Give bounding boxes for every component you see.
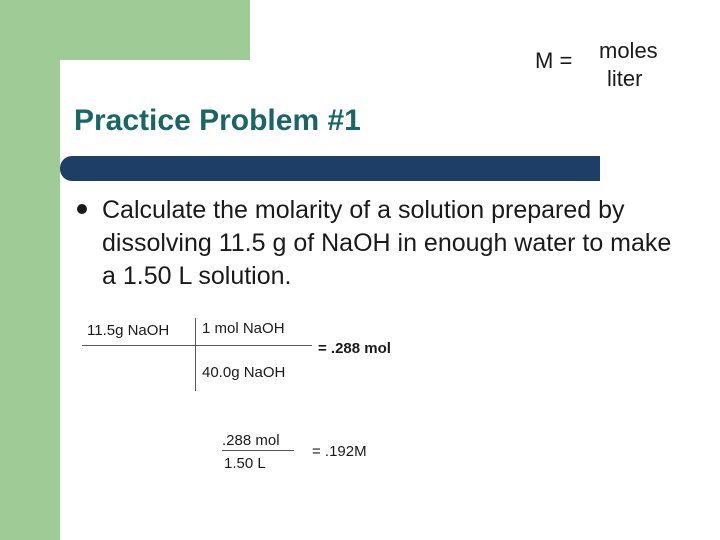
conversion-numerator: 1 mol NaOH bbox=[202, 320, 285, 337]
formula-lhs: M = bbox=[535, 48, 573, 73]
title-underline-bar bbox=[60, 156, 600, 181]
problem-statement: Calculate the molarity of a solution prepared by dissolving 11.5 g of NaOH in enough water to make a 1.50 L solution. bbox=[102, 196, 672, 290]
moles-result: = .288 mol bbox=[318, 340, 391, 357]
molarity-numerator: .288 mol bbox=[222, 432, 280, 449]
grid-divider bbox=[195, 318, 196, 391]
molarity-result: = .192M bbox=[312, 443, 367, 460]
conversion-denominator: 40.0g NaOH bbox=[202, 364, 286, 381]
green-sidebar bbox=[0, 0, 60, 540]
given-quantity: 11.5g NaOH bbox=[87, 322, 170, 339]
green-top-block bbox=[0, 0, 250, 60]
formula-denominator: liter bbox=[607, 66, 643, 91]
page-title: Practice Problem #1 bbox=[74, 104, 361, 137]
formula-numerator: moles bbox=[599, 38, 658, 63]
bullet-icon bbox=[77, 204, 87, 214]
molarity-denominator: 1.50 L bbox=[224, 455, 266, 472]
fraction-line bbox=[82, 345, 312, 346]
molarity-fraction-line bbox=[222, 450, 294, 451]
